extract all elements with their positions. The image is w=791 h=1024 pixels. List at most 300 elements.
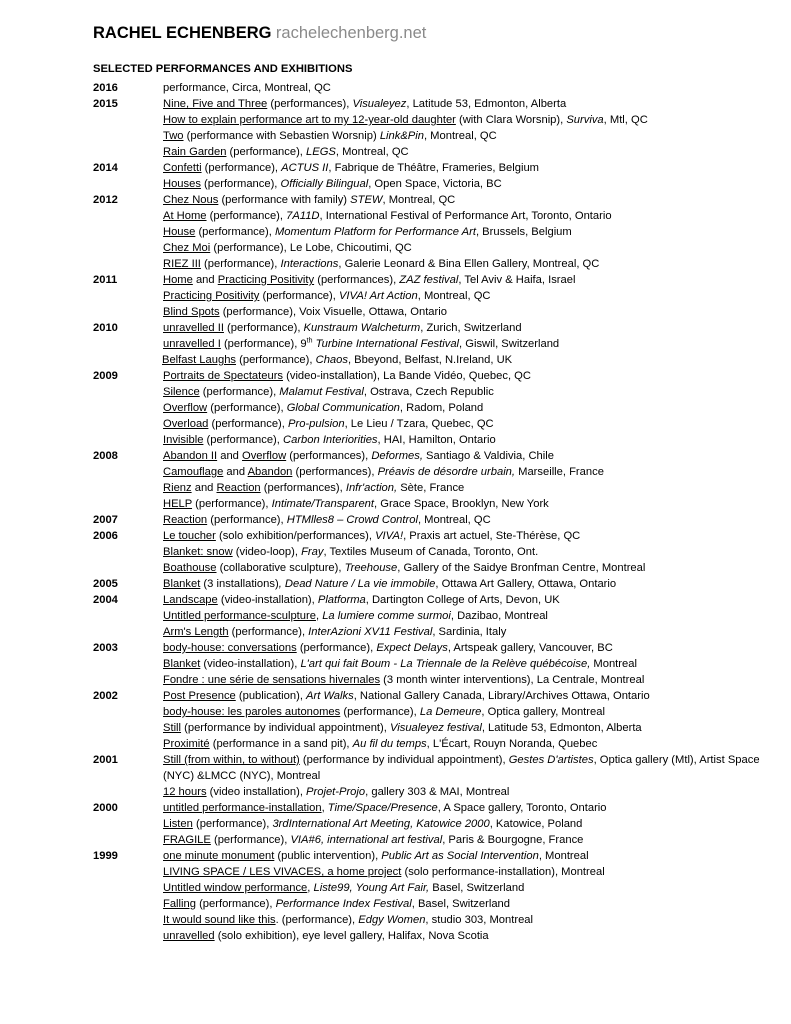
entry-row [0, 864, 791, 880]
entry-text [163, 880, 763, 896]
entry-detail: (performance), 9 [220, 338, 307, 350]
work-title: Falling [163, 898, 196, 910]
work-title: Belfast Laughs [162, 354, 237, 366]
work-title: untitled performance-installation [163, 802, 322, 814]
entry-detail: (performance), [200, 258, 281, 270]
entry-row [0, 736, 791, 752]
event-name: Gestes D'artistes [508, 754, 594, 766]
work-title: Practicing Positivity [163, 290, 260, 302]
entry-text [163, 832, 763, 848]
entry-year: 1999 [93, 850, 118, 862]
entry-row [0, 816, 791, 832]
entry-detail: (performance), [195, 226, 275, 238]
work-title: Still [163, 722, 182, 734]
work-title: Listen [163, 818, 193, 830]
entry-detail: (performance), [236, 354, 316, 366]
entry-year: 2014 [93, 162, 118, 174]
entry-row [0, 272, 791, 288]
entry-text [163, 384, 763, 400]
event-name: Liste99, Young Art Fair, [313, 882, 430, 894]
entry-detail: (performance), [226, 146, 307, 158]
work-title: Overflow [242, 450, 287, 462]
event-name: Public Art as Social Intervention [381, 850, 539, 862]
entry-row [0, 288, 791, 304]
entry-detail: (performance), [207, 514, 287, 526]
event-name: Art Walks [306, 690, 354, 702]
entry-detail: (performance), [259, 290, 339, 302]
entry-detail: , Ostrava, Czech Republic [363, 386, 494, 398]
entry-detail: , [321, 802, 328, 814]
entry-row [0, 352, 791, 368]
entry-detail: (performance by individual appointment), [181, 722, 390, 734]
entry-detail: , Mtl, QC [603, 114, 648, 126]
entry-text [163, 608, 763, 624]
entry-text [163, 304, 763, 320]
entry-text [163, 96, 763, 112]
entry-text [163, 624, 763, 640]
entry-detail: , A Space gallery, Toronto, Ontario [437, 802, 607, 814]
entry-row [0, 224, 791, 240]
entry-text [163, 736, 763, 752]
event-name: Pro-pulsion [288, 418, 345, 430]
event-name: Expect Delays [376, 642, 448, 654]
work-title: HELP [163, 498, 193, 510]
entry-row [0, 496, 791, 512]
entry-detail: (performance), [195, 898, 276, 910]
entry-row [0, 336, 791, 352]
artist-name: RACHEL ECHENBERG [93, 24, 272, 42]
entry-detail: , HAI, Hamilton, Ontario [377, 434, 496, 446]
work-title: one minute monument [163, 850, 275, 862]
entry-detail: , Paris & Bourgogne, France [442, 834, 584, 846]
event-name: ZAZ festival [399, 274, 459, 286]
work-title: body-house: les paroles autonomes [163, 706, 341, 718]
work-title: Nine, Five and Three [163, 98, 268, 110]
entry-row [0, 432, 791, 448]
entry-year: 2012 [93, 194, 118, 206]
work-title: Practicing Positivity [217, 274, 315, 286]
entry-detail: (performance), [208, 418, 288, 430]
work-title: Invisible [163, 434, 204, 446]
entry-detail: , Gallery of the Saidye Bronfman Centre, Montreal [397, 562, 646, 574]
entry-row [0, 896, 791, 912]
entry-year: 2001 [93, 754, 118, 766]
entry-detail: (performance), [207, 402, 287, 414]
entry-row [0, 400, 791, 416]
ordinal-suffix: th [306, 337, 313, 345]
entry-text [163, 320, 763, 336]
entry-text [163, 192, 763, 208]
entry-detail: and [217, 450, 243, 462]
entry-year: 2015 [93, 98, 118, 110]
work-title: Chez Nous [163, 194, 219, 206]
entry-year: 2000 [93, 802, 118, 814]
entry-text [163, 240, 763, 256]
entry-text [163, 160, 763, 176]
entry-detail: , Le Lieu / Tzara, Quebec, QC [344, 418, 494, 430]
entry-text [163, 544, 763, 560]
event-name: VIVA! Art Action [338, 290, 418, 302]
event-name: Deformes, [371, 450, 423, 462]
entry-detail: (performance), [192, 818, 273, 830]
entry-row [0, 624, 791, 640]
work-title: Le toucher [163, 530, 216, 542]
entry-detail: (performance), [192, 498, 272, 510]
event-name: Préavis de désordre urbain, [377, 466, 516, 478]
entry-text [163, 784, 763, 800]
entry-row [0, 448, 791, 464]
work-title: Untitled performance-sculpture [163, 610, 316, 622]
entry-detail: , Zurich, Switzerland [420, 322, 522, 334]
work-title: Rain Garden [163, 146, 227, 158]
entry-row [0, 320, 791, 336]
work-title: How to explain performance art to my 12-year-old daughter [163, 114, 456, 126]
entry-text [163, 224, 763, 240]
event-name: Treehouse [344, 562, 398, 574]
entry-row [0, 560, 791, 576]
entry-detail: Santiago & Valdivia, Chile [422, 450, 554, 462]
entry-text [163, 928, 763, 944]
entry-row [0, 528, 791, 544]
work-title: Blind Spots [163, 306, 220, 318]
work-title: FRAGILE [163, 834, 211, 846]
entry-detail: (performance), Voix Visuelle, Ottawa, Ontario [219, 306, 447, 318]
entry-text [163, 464, 763, 480]
entry-detail: (with Clara Worsnip), [455, 114, 567, 126]
entry-year: 2008 [93, 450, 118, 462]
entry-detail: (performance by individual appointment), [299, 754, 509, 766]
entry-text [163, 496, 763, 512]
entry-text [163, 896, 763, 912]
work-title: Untitled window performance [163, 882, 308, 894]
entry-detail: (performances), [260, 482, 346, 494]
event-name: HTMlles8 – Crowd Control [286, 514, 418, 526]
entry-detail: Basel, Switzerland [429, 882, 525, 894]
entry-row [0, 128, 791, 144]
work-title: unravelled I [163, 338, 221, 350]
entry-row [0, 800, 791, 816]
event-name: Infr'action, [345, 482, 398, 494]
entry-detail: (video installation), [206, 786, 307, 798]
work-title: unravelled [163, 930, 215, 942]
entry-text [163, 208, 763, 224]
entry-detail: Sète, France [397, 482, 465, 494]
entry-detail: , Ottawa Art Gallery, Ottawa, Ontario [435, 578, 617, 590]
entry-detail: , studio 303, Montreal [425, 914, 534, 926]
entry-row [0, 176, 791, 192]
entry-detail: , Galerie Leonard & Bina Ellen Gallery, Montreal, QC [338, 258, 600, 270]
entry-detail: (solo exhibition/performances), [215, 530, 376, 542]
entry-detail: (performance), [199, 386, 280, 398]
entry-detail: , Latitude 53, Edmonton, Alberta [481, 722, 642, 734]
entry-text [163, 912, 763, 928]
work-title: body-house: conversations [163, 642, 297, 654]
event-name: Momentum Platform for Performance Art [274, 226, 476, 238]
entry-row [0, 80, 791, 96]
entry-row [0, 592, 791, 608]
work-title: Rienz [163, 482, 192, 494]
entry-text [163, 560, 763, 576]
header [93, 24, 426, 43]
entry-detail: , Giswil, Switzerland [459, 338, 560, 350]
entry-detail: (performance with family) [218, 194, 351, 206]
entry-row [0, 160, 791, 176]
entry-year: 2011 [93, 274, 118, 286]
event-name: Time/Space/Presence [327, 802, 438, 814]
event-name: Intimate/Transparent [271, 498, 375, 510]
entry-detail: , Bbeyond, Belfast, N.Ireland, UK [347, 354, 513, 366]
entry-year: 2003 [93, 642, 118, 654]
entry-text [163, 80, 763, 96]
work-title: Post Presence [163, 690, 236, 702]
work-title: Blanket [163, 578, 201, 590]
website-link[interactable]: rachelechenberg.net [275, 24, 427, 42]
entry-detail: , Montreal, QC [335, 146, 409, 158]
event-name: Visualeyez festival [389, 722, 482, 734]
entry-detail: , International Festival of Performance Art, Toronto, Ontario [319, 210, 612, 222]
entry-text [163, 752, 763, 784]
entry-detail: (performance), [228, 626, 309, 638]
entry-year: 2005 [93, 578, 118, 590]
entry-text [163, 816, 763, 832]
entry-row [0, 304, 791, 320]
entry-row [0, 848, 791, 864]
event-name: , Dead Nature / La vie immobile [278, 578, 436, 590]
work-title: LIVING SPACE / LES VIVACES, a home project [163, 866, 402, 878]
entry-row [0, 640, 791, 656]
event-name: Kunstraum Walcheturm [303, 322, 421, 334]
entry-row [0, 384, 791, 400]
entry-detail: (performance), [340, 706, 420, 718]
event-name: La Demeure [419, 706, 482, 718]
entry-detail: , Basel, Switzerland [411, 898, 510, 910]
entry-row [0, 720, 791, 736]
entry-text [163, 512, 763, 528]
work-title: Landscape [163, 594, 218, 606]
entry-detail: , Optica gallery, Montreal [481, 706, 605, 718]
entry-detail: , [315, 610, 323, 622]
entry-detail: (performance), [200, 178, 281, 190]
entry-year: 2016 [93, 82, 118, 94]
event-name: Visualeyez [352, 98, 407, 110]
event-name: Platforma [317, 594, 366, 606]
entry-detail: (performance), [210, 834, 291, 846]
entry-detail: (performance with Sebastien Worsnip) [183, 130, 380, 142]
entry-detail: (public intervention), [274, 850, 382, 862]
entry-detail: , Optica gallery (Mtl), Artist Space (NYC) &LMCC (NYC), Montreal [163, 754, 760, 782]
entry-row [0, 256, 791, 272]
entry-text [163, 720, 763, 736]
entry-detail: , Sardinia, Italy [432, 626, 507, 638]
entry-detail: (publication), [235, 690, 307, 702]
entry-detail: , Open Space, Victoria, BC [368, 178, 502, 190]
entry-text [163, 528, 763, 544]
entry-text [163, 480, 763, 496]
event-name: Link&Pin [379, 130, 424, 142]
entry-text [163, 800, 763, 816]
entry-year: 2006 [93, 530, 118, 542]
entry-text [163, 176, 763, 192]
entry-text [163, 704, 763, 720]
event-name: Malamut Festival [279, 386, 364, 398]
entry-detail: , [307, 882, 314, 894]
entry-text [162, 352, 762, 368]
entry-detail: (performances), [292, 466, 378, 478]
event-name: Edgy Women [358, 914, 426, 926]
event-name: Interactions [280, 258, 339, 270]
work-title: Camouflage [163, 466, 224, 478]
entry-detail: , Textiles Museum of Canada, Toronto, Ont. [323, 546, 539, 558]
entry-detail: (video-loop), [232, 546, 302, 558]
event-name: LEGS [306, 146, 336, 158]
entry-detail: , Montreal, QC [382, 194, 456, 206]
entry-row [0, 704, 791, 720]
entry-row [0, 880, 791, 896]
entry-text [163, 288, 763, 304]
entry-row [0, 144, 791, 160]
work-title: Reaction [216, 482, 261, 494]
entry-detail: (performance), [201, 162, 282, 174]
entry-detail: , National Gallery Canada, Library/Archives Ottawa, Ontario [353, 690, 650, 702]
entry-detail: (3 installations) [200, 578, 279, 590]
entry-year: 2007 [93, 514, 118, 526]
entry-detail: Montreal [590, 658, 637, 670]
entry-text [163, 640, 763, 656]
entry-detail: (performance), [296, 642, 377, 654]
entry-detail: (solo exhibition), eye level gallery, Halifax, Nova Scotia [214, 930, 489, 942]
entry-text [163, 672, 763, 688]
entry-text [163, 448, 763, 464]
work-title: Two [163, 130, 184, 142]
entry-row [0, 208, 791, 224]
work-title: Overflow [163, 402, 208, 414]
entry-detail: (solo performance-installation), Montreal [401, 866, 605, 878]
work-title: Overload [163, 418, 209, 430]
work-title: Fondre : une série de sensations hivernales [163, 674, 381, 686]
event-name: Au fil du temps [352, 738, 427, 750]
entry-text [163, 256, 763, 272]
work-title: Abandon [247, 466, 293, 478]
entry-detail: (performance), Le Lobe, Chicoutimi, QC [210, 242, 412, 254]
work-title: Home [163, 274, 193, 286]
event-name: Surviva [566, 114, 604, 126]
work-title: At Home [163, 210, 207, 222]
work-title: Boathouse [163, 562, 217, 574]
entry-text [163, 592, 763, 608]
work-title: Still (from within, to without) [163, 754, 300, 766]
entry-detail: , Fabrique de Théâtre, Frameries, Belgium [328, 162, 539, 174]
work-title: 12 hours [163, 786, 207, 798]
entry-text [163, 112, 763, 128]
entry-detail: and [191, 482, 217, 494]
entry-row [0, 576, 791, 592]
entry-text [163, 864, 763, 880]
event-name: Turbine International Festival [312, 338, 460, 350]
entry-row [0, 112, 791, 128]
work-title: Arm's Length [163, 626, 229, 638]
entry-row [0, 192, 791, 208]
entry-row [0, 912, 791, 928]
entry-detail: , Katowice, Poland [489, 818, 583, 830]
event-name: Fray [301, 546, 324, 558]
entry-text [163, 432, 763, 448]
entry-text [163, 336, 763, 352]
work-title: Silence [163, 386, 200, 398]
entry-detail: , Tel Aviv & Haifa, Israel [458, 274, 576, 286]
entry-row [0, 784, 791, 800]
section-title: SELECTED PERFORMANCES AND EXHIBITIONS [93, 63, 353, 75]
work-title: Confetti [163, 162, 202, 174]
entry-year: 2010 [93, 322, 118, 334]
work-title: Portraits de Spectateurs [163, 370, 284, 382]
entry-year: 2004 [93, 594, 118, 606]
entry-year: 2009 [93, 370, 118, 382]
entry-detail: and [192, 274, 218, 286]
entry-detail: , L'Écart, Rouyn Noranda, Quebec [426, 738, 598, 750]
entry-row [0, 928, 791, 944]
event-name: 7A11D [286, 210, 320, 222]
work-title: Proximité [163, 738, 210, 750]
entry-detail: , Montreal, QC [417, 514, 491, 526]
entry-row [0, 672, 791, 688]
event-name: VIA#6, international art festival [290, 834, 443, 846]
entry-row [0, 544, 791, 560]
entry-text [163, 848, 763, 864]
entry-detail: (performance), [203, 434, 284, 446]
entry-detail: (performance), [223, 322, 304, 334]
entry-detail: , Artspeak gallery, Vancouver, BC [447, 642, 613, 654]
entry-text [163, 144, 763, 160]
event-name: Global Communication [286, 402, 400, 414]
event-name: L'art qui fait Boum - La Triennale de la Relève québécoise, [300, 658, 591, 670]
entry-detail: (video-installation), La Bande Vidéo, Quebec, QC [283, 370, 531, 382]
entry-detail: (performances), [286, 450, 372, 462]
entry-detail: , gallery 303 & MAI, Montreal [365, 786, 510, 798]
entry-detail: , Grace Space, Brooklyn, New York [374, 498, 549, 510]
entry-detail: , Montreal [538, 850, 589, 862]
entry-detail: , Radom, Poland [399, 402, 484, 414]
entry-detail: Marseille, France [515, 466, 604, 478]
entry-year: 2002 [93, 690, 118, 702]
entry-row [0, 608, 791, 624]
entry-detail: (performances), [314, 274, 400, 286]
entry-text [163, 576, 763, 592]
entry-text [163, 128, 763, 144]
entry-row [0, 832, 791, 848]
entry-detail: performance, Circa, Montreal, QC [163, 82, 331, 94]
entry-row [0, 240, 791, 256]
entry-detail: . (performance), [275, 914, 359, 926]
entry-detail: , Montreal, QC [423, 130, 497, 142]
entry-text [163, 272, 763, 288]
entries-list [0, 80, 791, 944]
entry-row [0, 368, 791, 384]
entry-detail: (performance), [206, 210, 287, 222]
entry-text [163, 416, 763, 432]
event-name: Performance Index Festival [275, 898, 412, 910]
event-name: ACTUS II [281, 162, 329, 174]
event-name: Officially Bilingual [280, 178, 369, 190]
entry-text [163, 368, 763, 384]
event-name: VIVA! [375, 530, 404, 542]
entry-detail: , Dartington College of Arts, Devon, UK [365, 594, 560, 606]
entry-row [0, 480, 791, 496]
event-name: InterAzioni XV11 Festival [308, 626, 433, 638]
work-title: House [163, 226, 196, 238]
entry-detail: , Montreal, QC [417, 290, 491, 302]
event-name: 3rdInternational Art Meeting, Katowice 2000 [272, 818, 490, 830]
entry-detail: (performances), [267, 98, 353, 110]
